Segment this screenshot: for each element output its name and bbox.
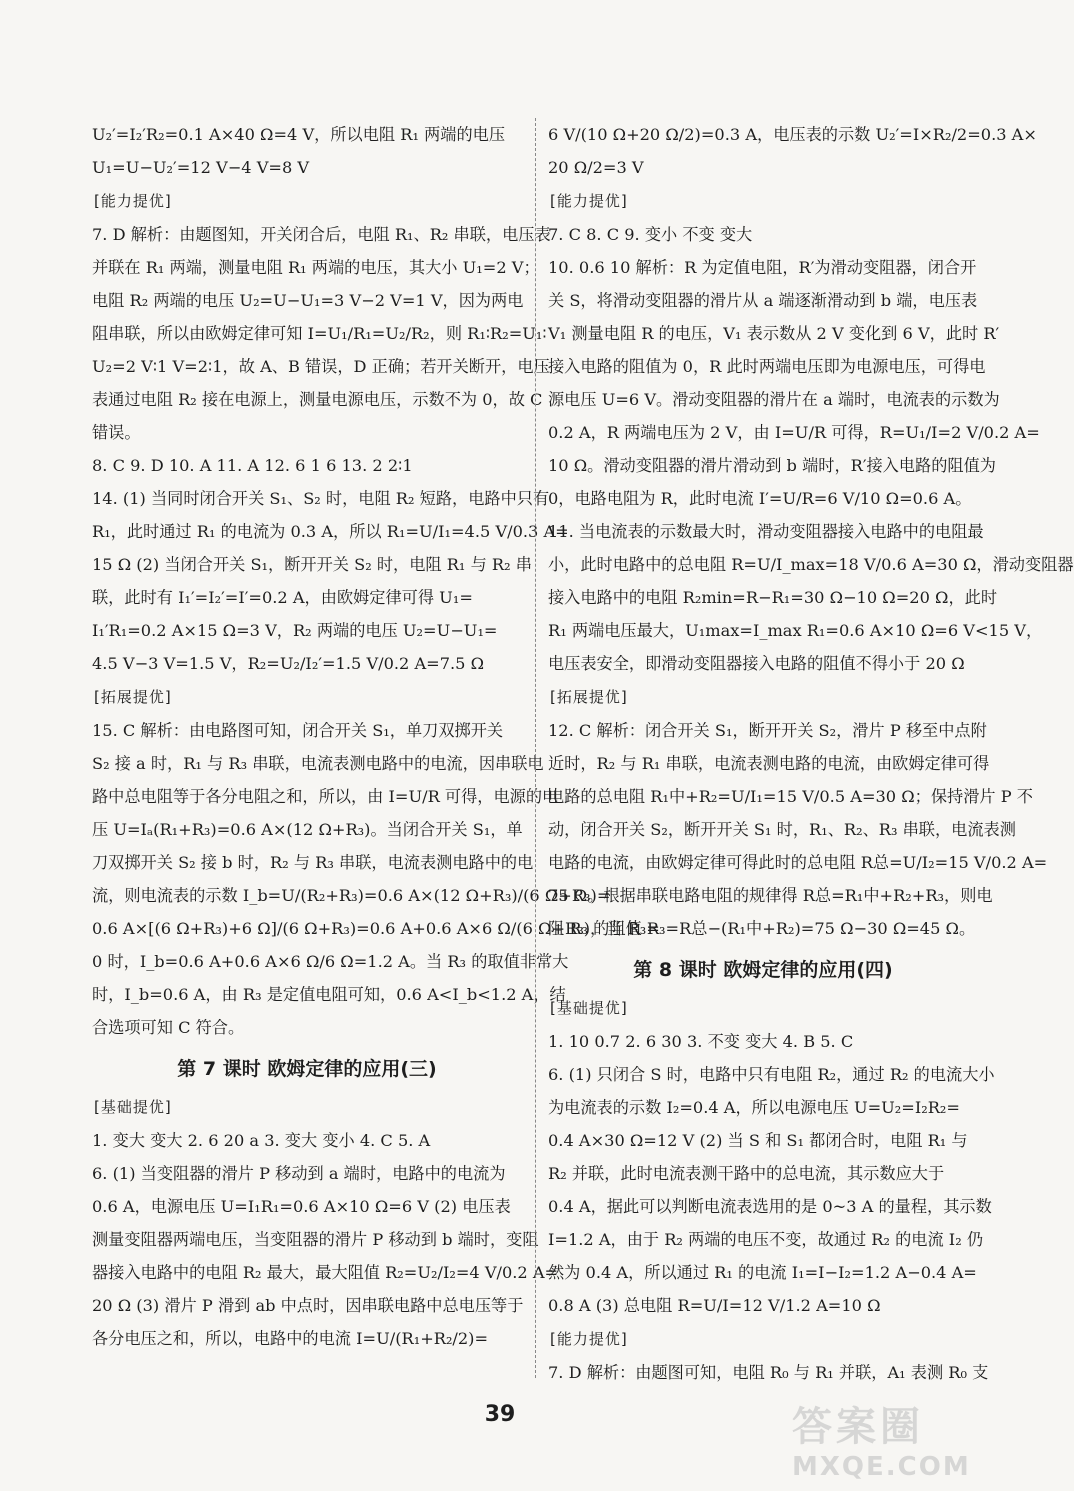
section-tag-label: [能力提优] <box>94 192 172 210</box>
text-line: 阻 R₃ 的阻值 R₃=R总−(R₁中+R₂)=75 Ω−30 Ω=45 Ω。 <box>548 919 976 938</box>
text-line: 7. D 解析：由题图可知，电阻 R₀ 与 R₁ 并联，A₁ 表测 R₀ 支 <box>548 1363 989 1382</box>
text-line: 错误。 <box>92 423 141 442</box>
right-column <box>548 118 1074 1389</box>
text-line: 器接入电路中的电阻 R₂ 最大，最大阻值 R₂=U₂/I₂=4 V/0.2 A= <box>92 1263 559 1282</box>
text-line: 1. 变大 变大 2. 6 20 a 3. 变大 变小 4. C 5. A <box>92 1131 431 1150</box>
text-line: 关 S，将滑动变阻器的滑片从 a 端逐渐滑动到 b 端，电压表 <box>548 291 978 310</box>
text-line: 0.8 A (3) 总电阻 R=U/I=12 V/1.2 A=10 Ω <box>548 1296 881 1315</box>
text-line: 0.4 A，据此可以判断电流表选用的是 0~3 A 的量程，其示数 <box>548 1197 992 1216</box>
lesson-heading: 第 8 课时 欧姆定律的应用(四) <box>633 959 893 981</box>
text-line: 源电压 U=6 V。滑动变阻器的滑片在 a 端时，电流表的示数为 <box>548 390 1000 409</box>
text-line: 动，闭合开关 S₂，断开开关 S₁ 时，R₁、R₂、R₃ 串联，电流表测 <box>548 820 1016 839</box>
text-line: 表通过电阻 R₂ 接在电源上，测量电源电压，示数不为 0，故 C <box>92 390 543 409</box>
watermark-bottom: MXQE.COM <box>792 1452 971 1482</box>
text-line: 0.4 A×30 Ω=12 V (2) 当 S 和 S₁ 都闭合时，电阻 R₁ 与 <box>548 1131 968 1150</box>
text-line: 8. C 9. D 10. A 11. A 12. 6 1 6 13. 2 2∶1 <box>92 456 413 475</box>
text-line: 小，此时电路中的总电阻 R=U/I_max=18 V/0.6 A=30 Ω，滑动变阻器 <box>548 555 1074 574</box>
text-line: 20 Ω (3) 滑片 P 滑到 ab 中点时，因串联电路中总电压等于 <box>92 1296 524 1315</box>
text-line: 6. (1) 只闭合 S 时，电路中只有电阻 R₂，通过 R₂ 的电流大小 <box>548 1065 995 1084</box>
text-line: 15. C 解析：由电路图可知，闭合开关 S₁，单刀双掷开关 <box>92 721 504 740</box>
section-tag <box>92 1090 522 1124</box>
text-line: V₁ 测量电阻 R 的电压，V₁ 表示数从 2 V 变化到 6 V，此时 R′ <box>548 324 1000 343</box>
text-line: S₂ 接 a 时，R₁ 与 R₃ 串联，电流表测电路中的电流，因串联电 <box>92 754 544 773</box>
text-line: U₁=U−U₂′=12 V−4 V=8 V <box>92 158 310 177</box>
section-tag-label: [能力提优] <box>550 1330 628 1348</box>
text-line: 接入电路的阻值为 0，R 此时两端电压即为电源电压，可得电 <box>548 357 986 376</box>
text-line: 接入电路中的电阻 R₂min=R−R₁=30 Ω−10 Ω=20 Ω，此时 <box>548 588 998 607</box>
text-line: R₂ 并联，此时电流表测干路中的总电流，其示数应大于 <box>548 1164 945 1183</box>
text-line: 1. 10 0.7 2. 6 30 3. 不变 变大 4. B 5. C <box>548 1032 854 1051</box>
text-line: 10. 0.6 10 解析：R 为定值电阻，R′为滑动变阻器，闭合开 <box>548 258 977 277</box>
text-line: 压 U=Iₐ(R₁+R₃)=0.6 A×(12 Ω+R₃)。当闭合开关 S₁，单 <box>92 820 523 839</box>
text-line: 电阻 R₂ 两端的电压 U₂=U−U₁=3 V−2 V=1 V，因为两电 <box>92 291 524 310</box>
lesson-heading: 第 7 课时 欧姆定律的应用(三) <box>177 1058 437 1080</box>
section-tag-label: [基础提优] <box>550 999 628 1017</box>
text-line: R₁ 两端电压最大，U₁max=I_max R₁=0.6 A×10 Ω=6 V<15 V， <box>548 621 1043 640</box>
text-line: 20 Ω/2=3 V <box>548 158 644 177</box>
column-divider <box>535 118 537 1378</box>
section-tag-label: [能力提优] <box>550 192 628 210</box>
text-line: 阻串联，所以由欧姆定律可知 I=U₁/R₁=U₂/R₂，则 R₁∶R₂=U₁∶ <box>92 324 547 343</box>
text-line: 14. (1) 当同时闭合开关 S₁、S₂ 时，电阻 R₂ 短路，电路中只有 <box>92 489 550 508</box>
text-line: 各分电压之和，所以，电路中的电流 I=U/(R₁+R₂/2)= <box>92 1329 489 1348</box>
section-tag <box>548 184 978 218</box>
text-line: R₁，此时通过 R₁ 的电流为 0.3 A，所以 R₁=U/I₁=4.5 V/0.3 A= <box>92 522 569 541</box>
text-line: 并联在 R₁ 两端，测量电阻 R₁ 两端的电压，其大小 U₁=2 V； <box>92 258 540 277</box>
watermark-logo <box>792 1395 982 1485</box>
text-line: 6 V/(10 Ω+20 Ω/2)=0.3 A，电压表的示数 U₂′=I×R₂/2=0.3 A× <box>548 125 1037 144</box>
text-line: 0.6 A×[(6 Ω+R₃)+6 Ω]/(6 Ω+R₃)=0.6 A+0.6 A×6 Ω/(6 Ω+R₃)，当 R₃= <box>92 919 660 938</box>
text-line: 电路的电流，由欧姆定律可得此时的总电阻 R总=U/I₂=15 V/0.2 A= <box>548 853 1048 872</box>
text-line: 电压表安全，即滑动变阻器接入电路的阻值不得小于 20 Ω <box>548 654 965 673</box>
text-line: 0.6 A，电源电压 U=I₁R₁=0.6 A×10 Ω=6 V (2) 电压表 <box>92 1197 511 1216</box>
page-number: 39 <box>484 1402 516 1427</box>
text-line: 近时，R₂ 与 R₁ 串联，电流表测电路的电流，由欧姆定律可得 <box>548 754 990 773</box>
text-line: 7. D 解析：由题图知，开关闭合后，电阻 R₁、R₂ 串联，电压表 <box>92 225 551 244</box>
text-line: 10 Ω。滑动变阻器的滑片滑动到 b 端时，R′接入电路的阻值为 <box>548 456 996 475</box>
text-line: 电路的总电阻 R₁中+R₂=U/I₁=15 V/0.5 A=30 Ω；保持滑片 P 不 <box>548 787 1033 806</box>
text-line: I₁′R₁=0.2 A×15 Ω=3 V，R₂ 两端的电压 U₂=U−U₁= <box>92 621 498 640</box>
text-line: 12. C 解析：闭合开关 S₁，断开开关 S₂，滑片 P 移至中点附 <box>548 721 987 740</box>
text-line: 11. 当电流表的示数最大时，滑动变阻器接入电路中的电阻最 <box>548 522 984 541</box>
text-line: 0 时，I_b=0.6 A+0.6 A×6 Ω/6 Ω=1.2 A。当 R₃ 的取值非常大 <box>92 952 569 971</box>
section-tag <box>548 1322 978 1356</box>
text-line: 时，I_b=0.6 A，由 R₃ 是定值电阻可知，0.6 A<I_b<1.2 A，结 <box>92 985 566 1004</box>
watermark-top: 答案圈 <box>792 1404 924 1450</box>
section-tag <box>92 184 522 218</box>
text-line: 0.2 A，R 两端电压为 2 V，由 I=U/R 可得，R=U₁/I=2 V/0.2 A= <box>548 423 1040 442</box>
text-line: 15 Ω (2) 当闭合开关 S₁，断开开关 S₂ 时，电阻 R₁ 与 R₂ 串 <box>92 555 532 574</box>
section-tag <box>548 991 978 1025</box>
section-tag <box>92 680 522 714</box>
text-line: 4.5 V−3 V=1.5 V，R₂=U₂/I₂′=1.5 V/0.2 A=7.5 Ω <box>92 654 485 673</box>
text-line: 0，电路电阻为 R，此时电流 I′=U/R=6 V/10 Ω=0.6 A。 <box>548 489 972 508</box>
text-line: U₂′=I₂′R₂=0.1 A×40 Ω=4 V，所以电阻 R₁ 两端的电压 <box>92 125 506 144</box>
section-tag-label: [拓展提优] <box>94 688 172 706</box>
section-tag <box>548 680 978 714</box>
section-tag-label: [拓展提优] <box>550 688 628 706</box>
text-line: 路中总电阻等于各分电阻之和，所以，由 I=U/R 可得，电源的电 <box>92 787 559 806</box>
text-line: 为电流表的示数 I₂=0.4 A，所以电源电压 U=U₂=I₂R₂= <box>548 1098 960 1117</box>
section-tag-label: [基础提优] <box>94 1098 172 1116</box>
text-line: 75 Ω。根据串联电路电阻的规律得 R总=R₁中+R₂+R₃，则电 <box>548 886 993 905</box>
text-line: I=1.2 A，由于 R₂ 两端的电压不变，故通过 R₂ 的电流 I₂ 仍 <box>548 1230 984 1249</box>
text-line: 测量变阻器两端电压，当变阻器的滑片 P 移动到 b 端时，变阻 <box>92 1230 539 1249</box>
text-line: 7. C 8. C 9. 变小 不变 变大 <box>548 225 753 244</box>
text-line: 流，则电流表的示数 I_b=U/(R₂+R₃)=0.6 A×(12 Ω+R₃)/(6 Ω+R₃)= <box>92 886 611 905</box>
text-line: U₂=2 V∶1 V=2∶1，故 A、B 错误，D 正确；若开关断开，电压 <box>92 357 550 376</box>
text-line: 然为 0.4 A，所以通过 R₁ 的电流 I₁=I−I₂=1.2 A−0.4 A= <box>548 1263 977 1282</box>
text-line: 刀双掷开关 S₂ 接 b 时，R₂ 与 R₃ 串联，电流表测电路中的电 <box>92 853 534 872</box>
text-line: 合选项可知 C 符合。 <box>92 1018 245 1037</box>
text-line: 联，此时有 I₁′=I₂′=I′=0.2 A，由欧姆定律可得 U₁= <box>92 588 473 607</box>
text-line: 6. (1) 当变阻器的滑片 P 移动到 a 端时，电路中的电流为 <box>92 1164 506 1183</box>
